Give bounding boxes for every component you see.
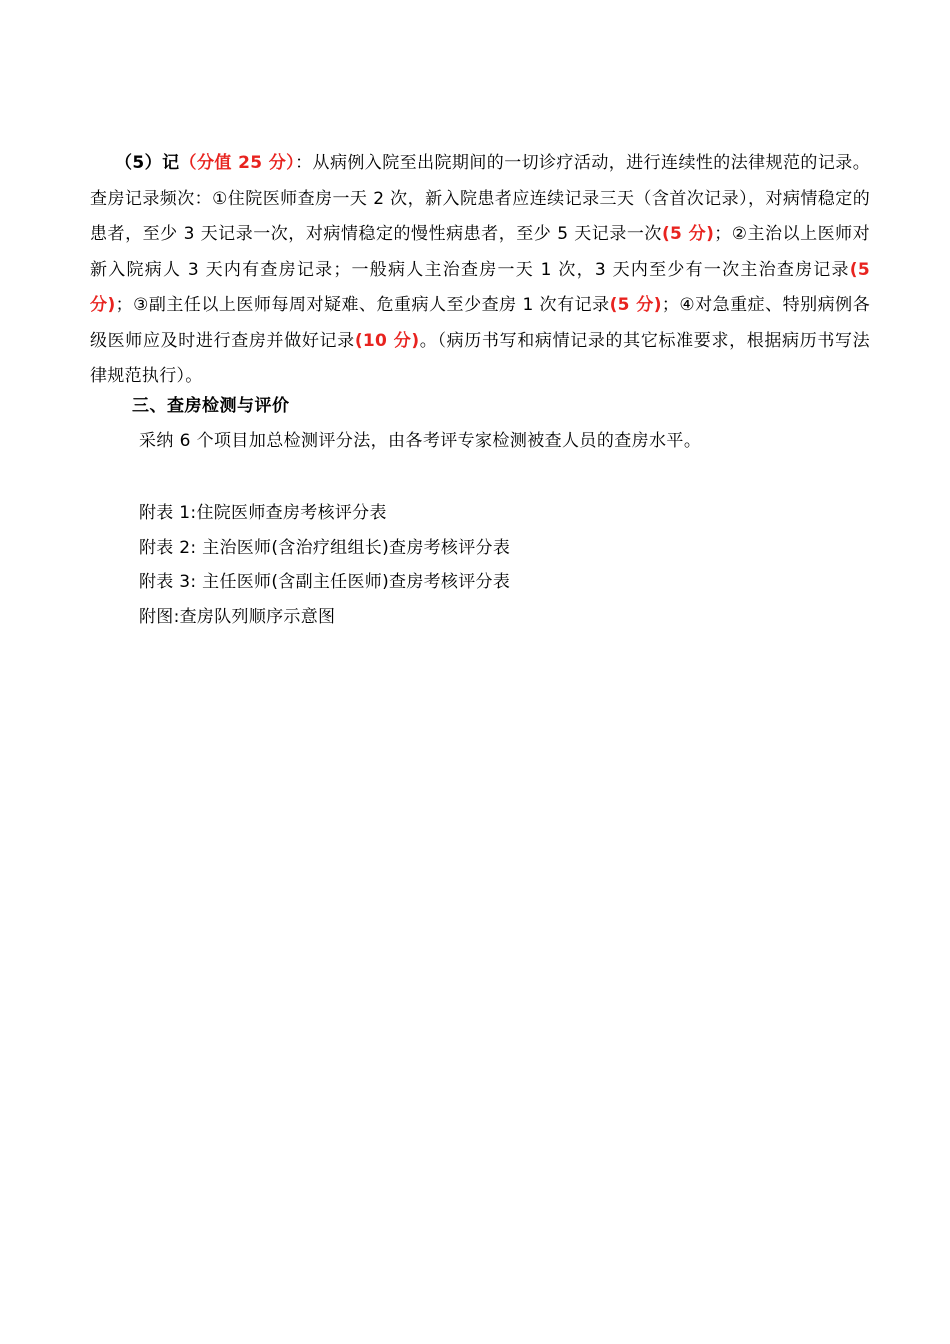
evaluation-intro: 采纳 6 个项目加总检测评分法，由各考评专家检测被查人员的查房水平。 [139,431,702,451]
appendix-item: 附表 3: 主任医师(含副主任医师)查房考核评分表 [139,572,511,593]
appendix-item: 附表 2: 主治医师(含治疗组组长)查房考核评分表 [139,537,511,558]
appendix-item: 附表 1:住院医师查房考核评分表 [139,503,387,523]
appendix-item: 附图:查房队列顺序示意图 [139,607,336,628]
paragraph-text-1: ：从病例入院至出院期间的一切诊疗活动，进行连续性的法律规范的记录。查房记录频次：①住院医师查房一天 2 次，新入院患者应连续记录三天（含首次记录），对病情稳定的患者，至少 3 天记录一次，对病情稳定的慢性病患者，至少 5 天记录一次 [90,153,870,244]
section-heading: 三、查房检测与评价 [132,396,290,416]
appendix-list [139,496,510,635]
paragraph-text-3: ；③副主任以上医师每周对疑难、危重病人至少查房 1 次有记录 [115,295,610,315]
paragraph-text-2: ；②主治以上医师对新入院病人 3 天内有查房记录；一般病人主治查房一天 1 次，3 天内至少有一次主治查房记录 [90,224,870,280]
score-badge-3: (5 分) [609,295,662,315]
section-label: （5）记 [115,153,180,173]
paragraph-text-4: ；④对急重症、特别病例各级医师应及时进行查房并做好记录 [90,295,870,351]
score-badge-4: (10 分) [354,330,420,351]
score-badge-2: (5 分) [90,259,870,315]
record-requirements-paragraph [90,146,870,395]
score-badge-1: (5 分) [661,224,715,244]
paragraph-text-5: 。（病历书写和病情记录的其它标准要求，根据病历书写法律规范执行）。 [90,330,870,386]
section-score: （分值 25 分） [179,153,296,173]
